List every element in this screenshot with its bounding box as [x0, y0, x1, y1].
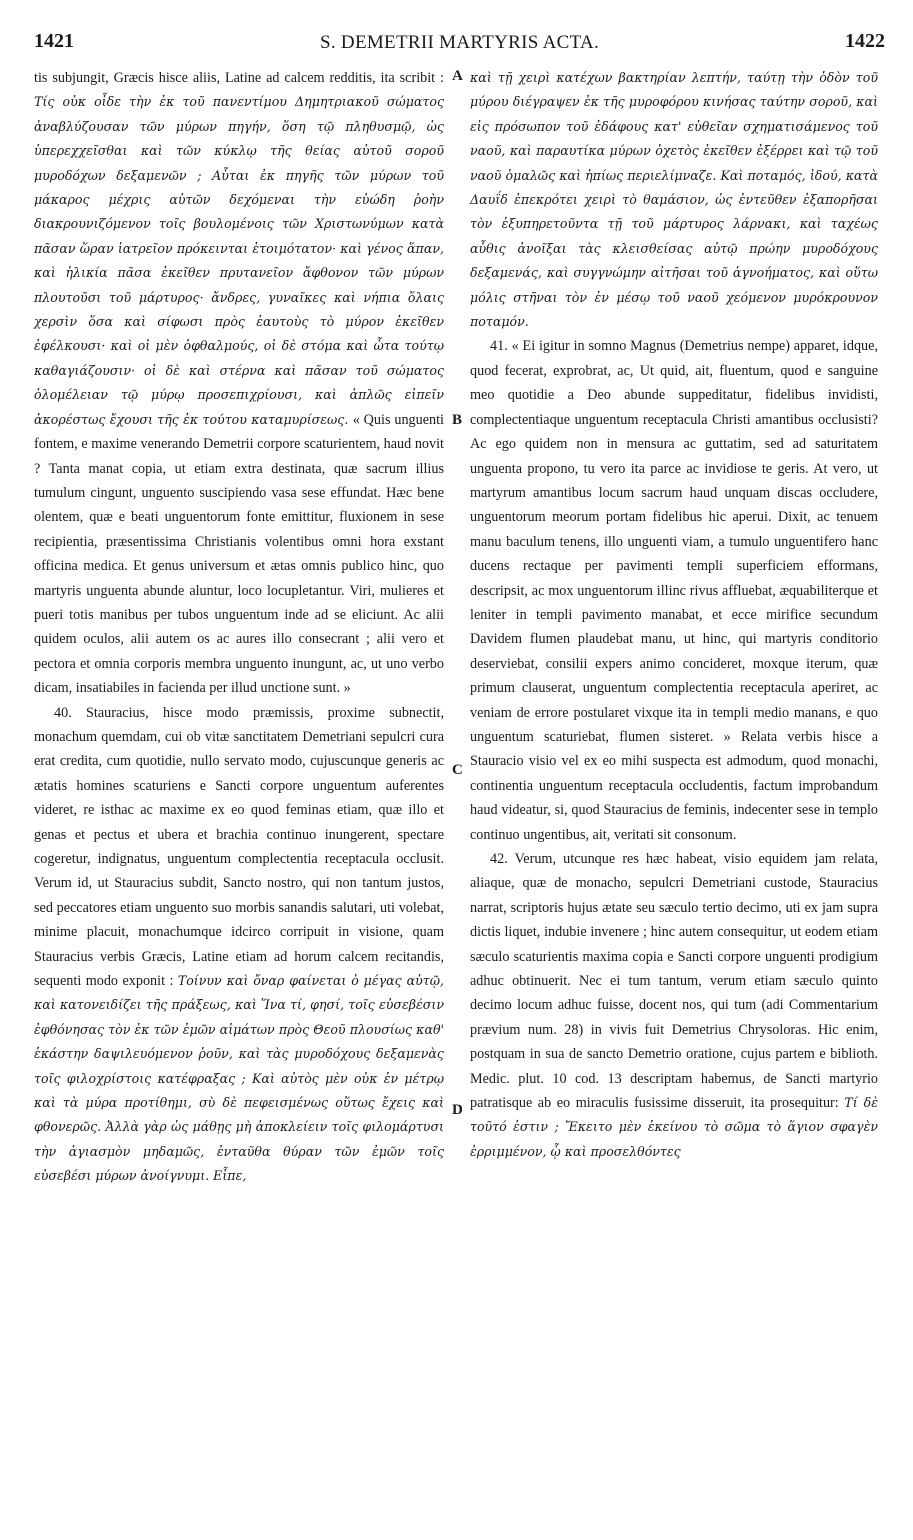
latin-text: 41. « Ei igitur in somno Magnus (Demetrius nempe) apparet, idque, quod fecerat, exprobrat, ac, Ut quid, ait, fluentum, quod e sanguine meo quotidie a Deo abunde suppeditatur, fidelibus invidisti, complectentiaque unguentum receptacula Christi amantibus occlusisti? Ac ego quidem non in mensura ac guttatim, sed ad saturitatem unguenta propono, tu vero ita parce ac invidiose te geris. At vero, ut martyrum amantibus locum sacrum haud unquam discas occludere, unguentorum meorum portam fidelibus hic aperui. Dixit, ac tenuem manu baculum tenens, illo unguenti viam, a tumulo unguentifero hanc ducens rectaque per pavimenti templi superficiem efformans, descripsit, ac mox unguentorum illinc rivus affluebat, æquabiliterque et leniter in templi pavimento manabat, et ecce mirifice secundum Davidem flumen plaudebat manu, ut hinc, qui martyris conditorio deserviebat, consilii expers animo concideret, moxque iterum, quæ primum clauserat, unguentum complectentia receptacula aperiret, ac veniam de errore postularet vixque ita in templi medio manans, e quo unguentum scaturiebat, flumen sisteret. » Relata verbis hisce a Stauracio visio vel ex eo mihi suspecta est admodum, quod monachi, continentia unguentum receptacula occludentis, factum improbandum haud videatur, si, quod Stauracius de feminis, indecenter sese in templo continuo ungentibus, ait, veritati sit consonum.: [470, 338, 878, 843]
latin-translation: « Quis unguenti fontem, e maxime venerando Demetrii corpore scaturientem, haud novit ? Tanta manat copia, ut etiam extra destinata, quæ sacrum illius tumulum cingunt, unguento suscipiendo vasa sese effundat. Hæc bene olentem, quæ e beati unguentorum fonte emittitur, fluxionem in sese recipientia, præsentissima Christianis volentibus omni hora exstant officina medica. Et genus universum et ætas omnis publico hinc, quo martyris unguenta abunde aluntur, loco locupletantur. Viri, mulieres et pueri totis manibus per tubos unguentum inde ad se eliciunt. Ac alii quidem oculos, alii autem os ac aures illo consecrant ; alii vero et pectora et omnia corporis membra unguento inungunt, ac, ut uno verbo dicam, insatiabiles in facienda per illud unctione sunt. »: [34, 411, 444, 697]
margin-letter-b: B: [452, 412, 463, 428]
left-column: [34, 66, 444, 1189]
running-header: [34, 30, 885, 62]
latin-text: 42. Verum, utcunque res hæc habeat, visio equidem jam relata, aliaque, quæ de monacho, sepulcri Demetriani custode, Stauracius narrat, scriptoris hujus ætate seu sæculo tertio decimo, uti ex jam supra dictis liquet, indubie invenere ; hinc autem consequitur, ut eodem etiam sæculo scaturientis maxima copia e Sancti corpore unguenti prodigium adhuc obtinuerit. Nec ei tum tantum, verum etiam sæculo quinto decimo locum adhuc fuisse, docent nos, qui tum (adi Commentarium prævium num. 28) in vivis fuit Demetrius Chrysoloras. Hic enim, postquam in sua de sancto Demetrio oratione, cujus partem e biblioth. Medic. plut. 10 cod. 13 descriptam habemus, de Sancti martyrio patratisque ab eo miraculis fusissime disseruit, ita prosequitur:: [470, 851, 878, 1112]
latin-text: 40. Stauracius, hisce modo præmissis, proxime subnectit, monachum quemdam, cui ob vitæ sanctitatem Demetriani sepulcri cura erat credita, cum quotidie, nullo servato modo, cujuscunque generis ac ætatis homines scaturiens e Sancti corpore unguentum auferentes videret, re isthac ac maxime ex eo quod feminas etiam, quæ illo et genas et pectus et ubera et brachia continuo inungerent, spectare cogeretur, indignatus, unguentum complectentia receptacula occlusit. Verum id, ut Stauracius subdit, Sancto nostro, qui non tantum justos, sed peccatores etiam unguento suo morbis sanandis salutari, uti volebat, minime placuit, monachumque idcirco corripuit in visione, quam Stauracius verbis Græcis, Latine etiam ad horum calcem recitandis, sequenti modo exponit :: [34, 704, 444, 990]
latin-text: tis subjungit, Græcis hisce aliis, Latine ad calcem redditis, ita scribit :: [34, 70, 444, 86]
paragraph-40: [34, 701, 444, 1189]
paragraph-42: [470, 847, 878, 1164]
margin-letter-d: D: [452, 1102, 463, 1118]
paragraph-39-end: [34, 66, 444, 701]
paragraph-41: [470, 334, 878, 847]
greek-quotation: Τί δὲ τοῦτό ἐστιν ; Ἔκειτο μὲν ἐκείνου τὸ σῶμα τὸ ἅγιον σφαγὲν ἐρριμμένον, ᾧ καὶ προσελθόντες: [470, 1095, 878, 1159]
greek-quotation: καὶ τῇ χειρὶ κατέχων βακτηρίαν λεπτήν, ταύτῃ τὴν ὁδὸν τοῦ μύρου διέγραψεν ἐκ τῆς μυροφόρου κινήσας ταύτην σοροῦ, καὶ εἰς πρόσωπον τοῦ ἐδάφους κατ' εὐθεῖαν σχηματισάμενος τοῦ ναοῦ, καὶ παραυτίκα μύρων ὀχετὸς ἐκεῖθεν ἐξέρρει καὶ τῷ τοῦ ναοῦ ὁμαλῶς καὶ ἠπίως περιελίμναζε. Καὶ ποταμός, ἰδού, κατὰ Δαυΐδ ἐπεκρότει χειρὶ τὸ θαμάσιον, ὡς ἐντεῦθεν ἐξαπορῆσαι τὸν ἐξυπηρετοῦντα τῇ τοῦ μάρτυρος λάρνακι, καὶ ταχέως αὖθις ἀνοῖξαι τὰς κλεισθείσας αὐτῷ πρώην μυροδόχους δεξαμενάς, καὶ συγγνώμην αἰτῆσαι τοῦ ἀγνοήματος, καὶ οὕτω μόλις στῆναι τὸν ἐν μέσῳ τοῦ ναοῦ χεόμενον μυρόκρουνον ποταμόν.: [470, 70, 878, 330]
margin-letter-a: A: [452, 68, 463, 84]
running-title: S. DEMETRII MARTYRIS ACTA.: [319, 32, 600, 53]
page-number-right: 1422: [845, 30, 885, 52]
page-number-left: 1421: [34, 30, 74, 52]
greek-quotation: Τοίνυν καὶ ὄναρ φαίνεται ὁ μέγας αὐτῷ, καὶ κατονειδίζει τῆς πράξεως, καὶ Ἵνα τί, φησί, τοῖς εὐσεβέσιν ἐφθόνησας τὸν ἐκ τῶν ἐμῶν αἱμάτων πρὸς Θεοῦ πλουσίως καθ' ἑκάστην δαψιλευόμενον ῥοῦν, καὶ τὰς μυροδόχους δεξαμενὰς τοῖς φιλοχρίστοις κατέφραξας ; Καὶ αὐτὸς μὲν οὐκ ἐν μέτρῳ καὶ τὰ μύρα προτίθημι, σὺ δὲ πεφεισμένως οὕτως ἔχεις καὶ φθονερῶς. Ἀλλὰ γὰρ ὡς μάθῃς μὴ ἀποκλείειν τοῖς φιλομάρτυσι τὴν ἁγιασμὸν μηδαμῶς, ἐνταῦθα θύραν τῶν ἐμῶν τοῖς εὐσεβέσι μύρων ἀνοίγνυμι. Εἶπε,: [34, 973, 444, 1184]
right-column: [470, 66, 878, 1164]
greek-quotation: Τίς οὐκ οἶδε τὴν ἐκ τοῦ πανεντίμου Δημητριακοῦ σώματος ἀναβλύζουσαν τῶν μύρων πηγήν, ὅση τῷ πληθυσμῷ, ὡς ὑπερεχχεῖσθαι καὶ τῶν κύκλῳ τῆς θείας αὐτοῦ σοροῦ μυροδόχων δεξαμενῶν ; Αὗται ἐκ πηγῆς τῶν μύρων τοῦ μάκαρος μέχρις αὐτῶν δεχόμεναι τὴν εὐώδη ῥοὴν διακρουνιζόμενον τοῖς βουλομένοις τῶν Χριστωνύμων κατὰ πᾶσαν ὥραν ἰατρεῖον πρόκεινται ἑτοιμότατον· καὶ γένος ἅπαν, καὶ ἡλικία πᾶσα ἐκεῖθεν πρυτανεῖον ἄφθονον τῶν μύρων πλουτοῦσι τοῦ μάρτυρος· ἄνδρες, γυναῖκες καὶ νήπια ὅλαις χερσὶν ὅσα καὶ σίφωσι πρὸς ἑαυτοὺς τὸ μύρον ἐκεῖθεν ἐφέλκουσι· καὶ οἱ μὲν ὀφθαλμούς, οἱ δὲ στόμα καὶ ὦτα τούτῳ καθαγιάζουσιν· οἱ δὲ καὶ στέρνα καὶ πᾶσαν τοῦ σώματος ὁλομέλειαν τῷ μύρῳ προσεπιχρίουσι, καὶ ἁπλῶς εἰπεῖν ἀκορέστως ἔχουσι τῆς ἐκ τούτου καταμυρίσεως.: [34, 94, 444, 427]
greek-continuation: [470, 66, 878, 334]
margin-letter-c: C: [452, 762, 463, 778]
